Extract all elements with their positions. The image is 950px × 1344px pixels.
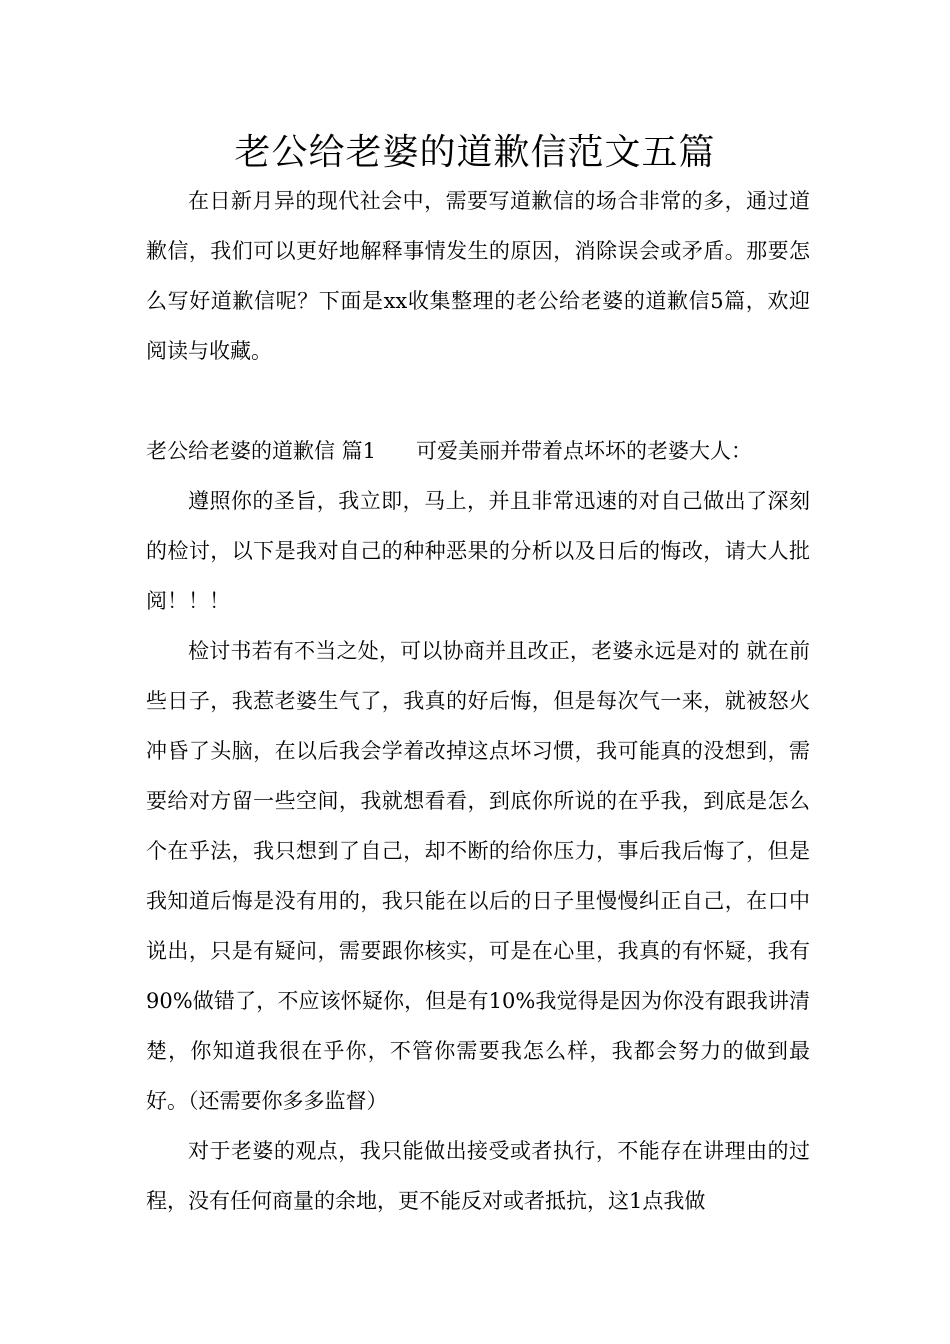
letter-paragraph: 遵照你的圣旨，我立即，马上，并且非常迅速的对自己做出了深刻的检讨，以下是我对自己的种种恶果的分析以及日后的悔改，请大人批阅！！！ bbox=[146, 489, 810, 613]
section-heading-line bbox=[146, 426, 810, 476]
intro-paragraph: 在日新月异的现代社会中，需要写道歉信的场合非常的多，通过道歉信，我们可以更好地解释事情发生的原因，消除误会或矛盾。那要怎么写好道歉信呢？下面是xx收集整理的老公给老婆的道歉信5篇，欢迎阅读与收藏。 bbox=[146, 189, 810, 363]
intro-section bbox=[146, 176, 810, 376]
letter-paragraph: 检讨书若有不当之处，可以协商并且改正，老婆永远是对的 就在前些日子，我惹老婆生气了，我真的好后悔，但是每次气一来，就被怒火冲昏了头脑，在以后我会学着改掉这点坏习惯，我可能真的没想到，需要给对方留一些空间，我就想看看，到底你所说的在乎我，到底是怎么个在乎法，我只想到了自己，却不断的给你压力，事后我后悔了，但是我知道后悔是没有用的，我只能在以后的日子里慢慢纠正自己，在口中说出，只是有疑问，需要跟你核实，可是在心里，我真的有怀疑，我有90%做错了，不应该怀疑你，但是有10%我觉得是因为你没有跟我讲清楚，你知道我很在乎你，不管你需要我怎么样，我都会努力的做到最好。（还需要你多多监督） bbox=[146, 639, 810, 1113]
letter-salutation: 可爱美丽并带着点坏坏的老婆大人： bbox=[416, 439, 753, 463]
document-title: 老公给老婆的道歉信范文五篇 bbox=[234, 132, 716, 173]
letter-paragraph: 对于老婆的观点，我只能做出接受或者执行，不能存在讲理由的过程，没有任何商量的余地，更不能反对或者抵抗，这1点我做 bbox=[146, 1139, 810, 1213]
letter-section-1 bbox=[146, 426, 810, 1226]
section-heading: 老公给老婆的道歉信 篇1 bbox=[146, 439, 377, 463]
